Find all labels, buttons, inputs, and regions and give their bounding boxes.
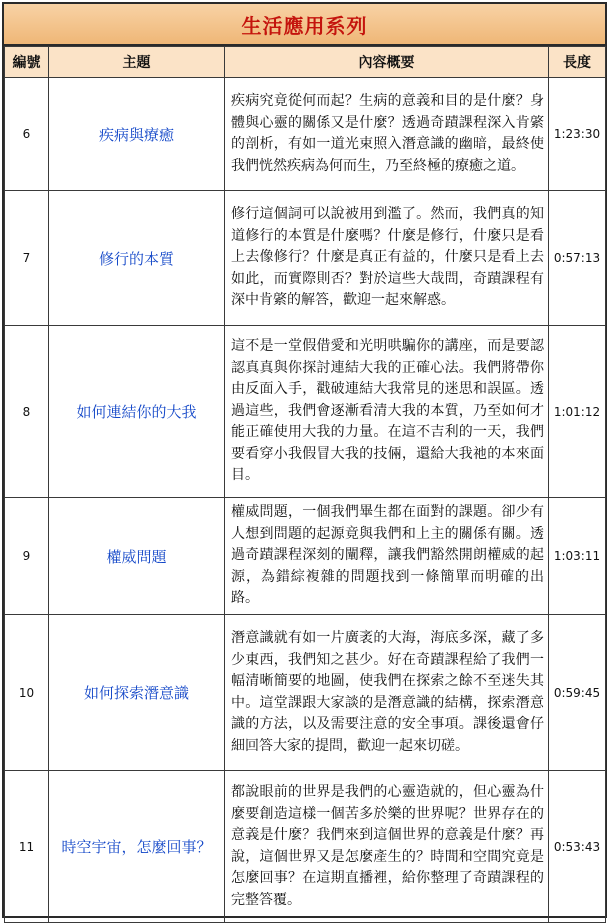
header-number: 編號 [5,47,49,78]
course-table [4,46,606,923]
table-row [5,326,606,498]
row-number: 11 [5,771,49,923]
row-length: 0:59:45 [549,615,606,771]
row-summary: 都說眼前的世界是我們的心靈造就的，但心靈為什麼要創造這樣一個苦多於樂的世界呢？世界存在的意義是什麼？我們來到這個世界的意義是什麼？再說，這個世界又是怎麼產生的？時間和空間究竟是怎麼回事？在這期直播裡，給你整理了奇蹟課程的完整答覆。 [225,771,549,923]
header-length: 長度 [549,47,606,78]
table-row [5,771,606,923]
row-length: 1:03:11 [549,498,606,615]
series-title: 生活應用系列 [4,4,605,46]
row-topic: 如何連結你的大我 [49,326,225,498]
row-topic: 時空宇宙，怎麼回事？ [49,771,225,923]
row-topic: 疾病與療癒 [49,78,225,191]
row-summary: 權威問題，一個我們畢生都在面對的課題。卻少有人想到問題的起源竟與我們和上主的關係有關。透過奇蹟課程深刻的闡釋，讓我們豁然開朗權威的起源，為錯綜複雜的問題找到一條簡單而明確的出路。 [225,498,549,615]
row-length: 0:57:13 [549,191,606,326]
row-number: 6 [5,78,49,191]
row-length: 0:53:43 [549,771,606,923]
row-length: 1:01:12 [549,326,606,498]
row-summary: 修行這個詞可以說被用到濫了。然而，我們真的知道修行的本質是什麼嗎？什麼是修行，什麼只是看上去像修行？什麼是真正有益的，什麼只是看上去如此，而實際則否？對於這些大哉問，奇蹟課程有深中肯綮的解答，歡迎一起來解惑。 [225,191,549,326]
table-row [5,498,606,615]
row-summary: 這不是一堂假借愛和光明哄騙你的講座，而是要認認真真與你探討連結大我的正確心法。我們將帶你由反面入手，戳破連結大我常見的迷思和誤區。透過這些，我們會逐漸看清大我的本質，乃至如何才能正確使用大我的力量。在這不吉利的一天，我們要看穿小我假冒大我的技倆，還給大我祂的本來面目。 [225,326,549,498]
row-topic: 如何探索潛意識 [49,615,225,771]
table-row [5,78,606,191]
row-number: 10 [5,615,49,771]
row-number: 8 [5,326,49,498]
row-number: 7 [5,191,49,326]
table-row [5,615,606,771]
row-topic: 修行的本質 [49,191,225,326]
row-summary: 疾病究竟從何而起？生病的意義和目的是什麼？身體與心靈的關係又是什麼？透過奇蹟課程深入肯綮的剖析，有如一道光束照入潛意識的幽暗，最終使我們恍然疾病為何而生，乃至終極的療癒之道。 [225,78,549,191]
row-topic: 權威問題 [49,498,225,615]
row-number: 9 [5,498,49,615]
table-row [5,191,606,326]
header-row [5,47,606,78]
header-summary: 內容概要 [225,47,549,78]
header-topic: 主題 [49,47,225,78]
row-length: 1:23:30 [549,78,606,191]
row-summary: 潛意識就有如一片廣袤的大海，海底多深，藏了多少東西，我們知之甚少。好在奇蹟課程給了我們一幅清晰簡要的地圖，使我們在探索之餘不至迷失其中。這堂課跟大家談的是潛意識的結構，探索潛意識的方法，以及需要注意的安全事項。課後還會仔細回答大家的提問，歡迎一起來切磋。 [225,615,549,771]
catalog-table-frame [2,2,607,918]
